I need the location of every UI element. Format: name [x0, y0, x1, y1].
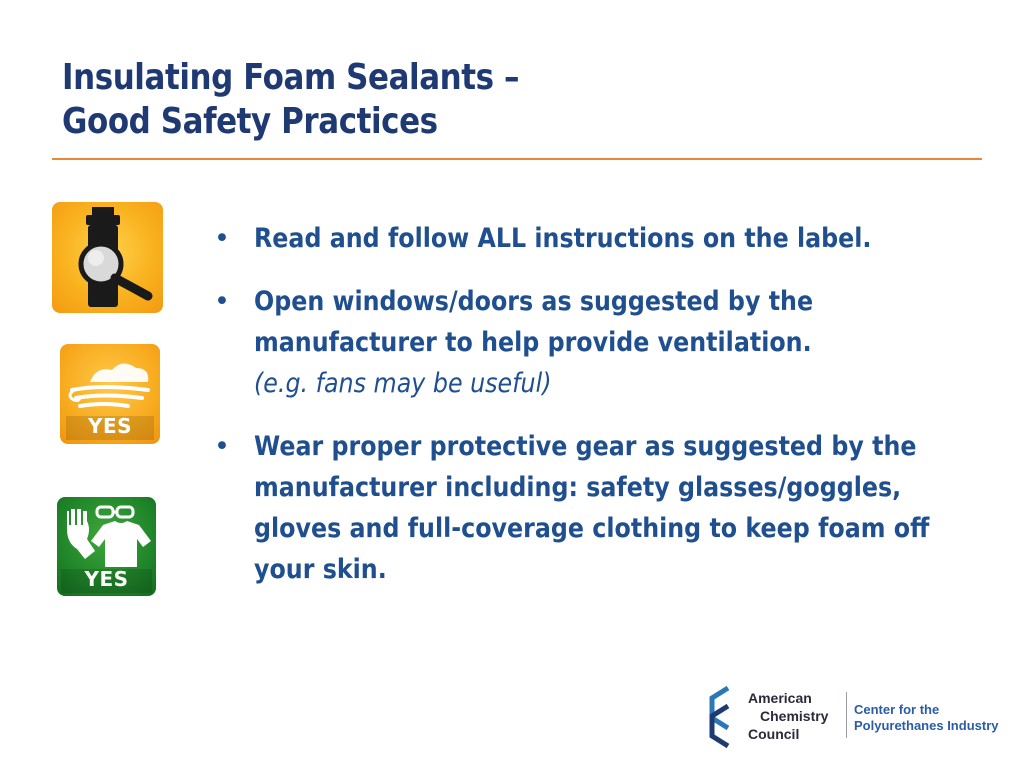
title-divider	[52, 158, 982, 160]
hexagon-logo-icon	[706, 684, 752, 750]
center-name-line-1: Center for the	[854, 702, 940, 717]
slide-title	[62, 56, 519, 144]
title-line-1: Insulating Foam Sealants –	[62, 57, 520, 98]
center-name-line-2: Polyurethanes Industry	[854, 718, 999, 733]
ventilation-yes-badge: YES	[87, 414, 133, 438]
protective-gear-yes-badge: YES	[84, 567, 129, 591]
ventilation-icon	[60, 344, 160, 444]
org-name-line-3: Council	[748, 726, 800, 742]
bullet-glyph: •	[214, 286, 230, 317]
org-name-line-1: American	[748, 690, 812, 706]
list-item	[214, 218, 944, 259]
bullet-glyph: •	[214, 223, 230, 254]
bullet-text-block	[254, 281, 940, 404]
logo-divider	[846, 692, 847, 738]
org-name-line-2: Chemistry	[760, 708, 829, 724]
bullet-text: Read and follow ALL instructions on the label.	[254, 223, 872, 254]
protective-gear-icon	[57, 497, 156, 596]
safety-practices-list	[214, 218, 944, 612]
read-label-icon	[52, 202, 163, 313]
bullet-text: Wear proper protective gear as suggested by the manufacturer including: safety glasses/goggles, gloves and full-coverage clothing to keep foam off your skin.	[254, 431, 930, 585]
bullet-glyph: •	[214, 431, 230, 462]
bullet-text: Open windows/doors as suggested by the manufacturer to help provide ventilation.	[254, 286, 814, 358]
list-item	[214, 281, 944, 404]
bullet-note: (e.g. fans may be useful)	[254, 368, 552, 399]
acc-logo	[706, 684, 1006, 750]
list-item	[214, 426, 944, 590]
title-line-2: Good Safety Practices	[62, 101, 438, 142]
